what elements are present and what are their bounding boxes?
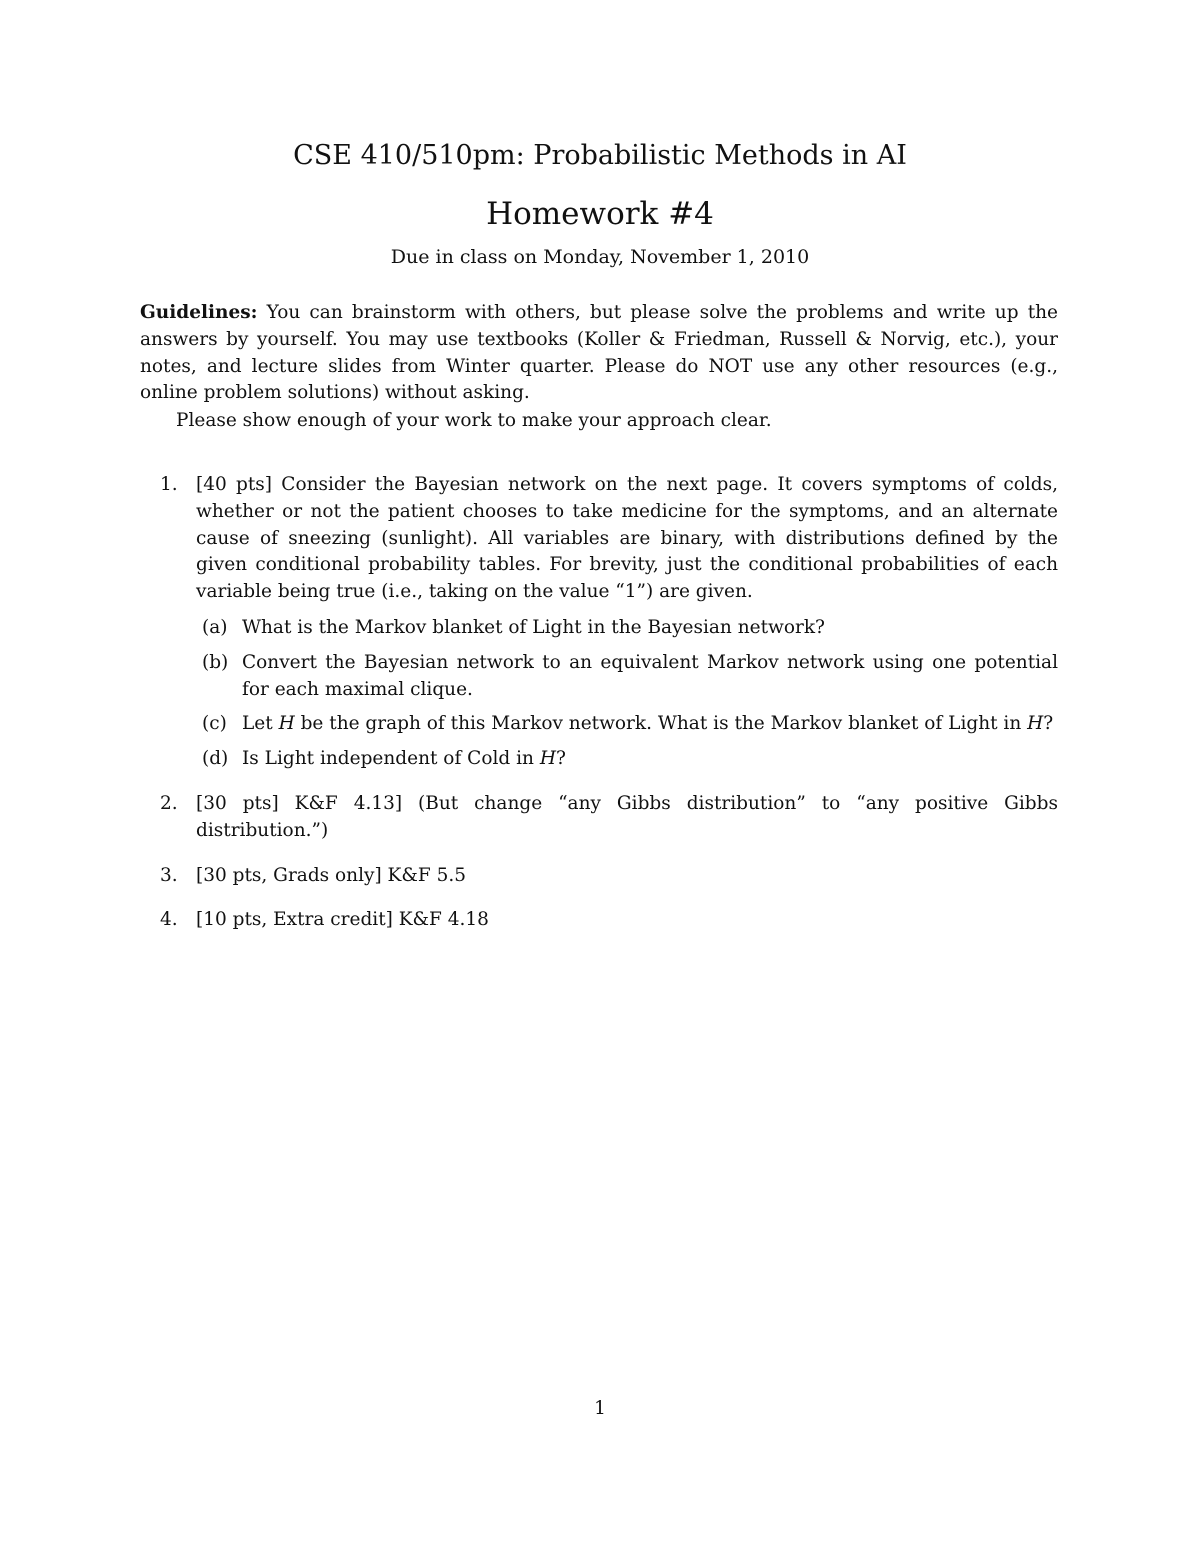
problem-number: 4. [160,909,178,931]
problem-list [160,472,1058,934]
part-text-after: ? [555,748,566,770]
guidelines-paragraph [140,300,1058,407]
part-text: Convert the Bayesian network to an equivalent Markov network using one potential for each maximal clique. [242,651,1058,700]
problem-text: [30 pts, Grads only] K&F 5.5 [196,864,466,886]
course-title: CSE 410/510pm: Probabilistic Methods in AI [293,140,907,171]
part-a [196,615,1058,642]
problem-2 [160,791,1058,845]
problem-text: [30 pts] K&F 4.13] (But change “any Gibbs distribution” to “any positive Gibbs distribution.”) [196,792,1058,841]
part-text-middle: be the graph of this Markov network. What is the Markov blanket of Light in [294,713,1028,735]
problem-number: 2. [160,792,178,814]
problem-4 [160,907,1058,934]
due-date: Due in class on Monday, November 1, 2010 [390,246,810,268]
part-label: (a) [202,616,228,638]
page-number: 1 [594,1398,606,1419]
guidelines-text: You can brainstorm with others, but please solve the problems and write up the answers by yourself. You may use textbooks (Koller & Friedman, Russell & Norvig, etc.), your notes, and lecture slides from Winter quarter. Please do NOT use any other resources (e.g., online problem solutions) without asking. [140,302,1058,404]
problem-text: [40 pts] Consider the Bayesian network on the next page. It covers symptoms of colds, whether or not the patient chooses to take medicine for the symptoms, and an alternate cause of sneezing (sunlight). All variables are binary, with distributions defined by the given conditional probability tables. For brevity, just the conditional probabilities of each variable being true (i.e., taking on the value “1”) are given. [196,474,1058,603]
problem-text: [10 pts, Extra credit] K&F 4.18 [196,909,489,931]
problem-1-parts [196,615,1058,773]
homework-title: Homework #4 [486,196,714,232]
math-variable: H [1027,713,1044,735]
guidelines-lead: Guidelines: [140,302,258,323]
math-variable: H [539,748,556,770]
problem-number: 3. [160,864,178,886]
part-d [196,746,1058,773]
part-text-before: Let [242,713,279,735]
part-label: (b) [202,651,229,673]
part-label: (c) [202,713,227,735]
part-c [196,711,1058,738]
part-label: (d) [202,748,229,770]
problem-1 [160,472,1058,773]
part-text-after: ? [1043,713,1054,735]
show-work-note: Please show enough of your work to make your approach clear. [176,410,772,431]
problem-3 [160,863,1058,890]
part-text-before: Is Light independent of Cold in [242,748,540,770]
problem-number: 1. [160,474,178,495]
part-b [196,650,1058,704]
part-text: What is the Markov blanket of Light in the Bayesian network? [242,616,825,638]
math-variable: H [278,713,295,735]
